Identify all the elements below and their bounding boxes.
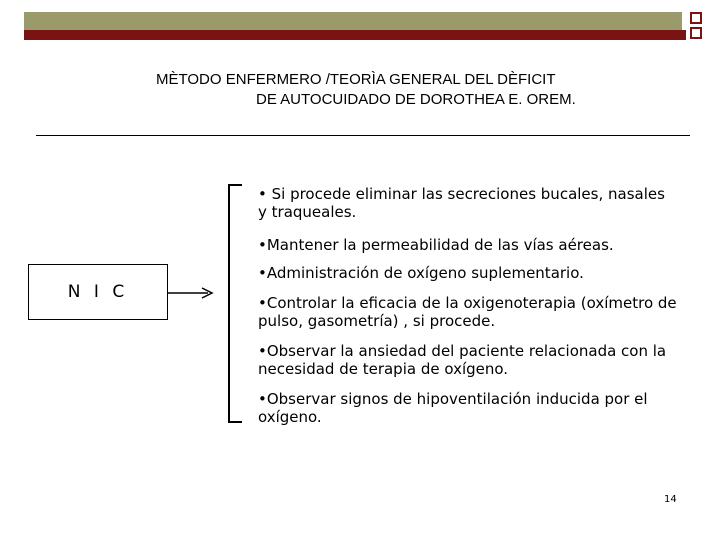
title-line-1: MÈTODO ENFERMERO /TEORÌA GENERAL DEL DÈFICIT bbox=[156, 71, 556, 88]
header-band-red bbox=[24, 30, 686, 40]
list-item: •Observar signos de hipoventilación inducida por el oxígeno. bbox=[258, 390, 648, 426]
page-number: 14 bbox=[664, 494, 677, 505]
interventions-bracket bbox=[228, 184, 242, 423]
nic-box bbox=[28, 264, 168, 320]
list-item: •Observar la ansiedad del paciente relacionada con la necesidad de terapia de oxígeno. bbox=[258, 342, 667, 378]
nic-label: N I C bbox=[67, 282, 129, 302]
title-line-2: DE AUTOCUIDADO DE DOROTHEA E. OREM. bbox=[256, 91, 576, 108]
slide-title bbox=[156, 70, 656, 110]
list-item: •Administración de oxígeno suplementario. bbox=[258, 264, 584, 282]
corner-square-bottom bbox=[690, 27, 702, 39]
list-item: •Mantener la permeabilidad de las vías aéreas. bbox=[258, 236, 614, 254]
header-band bbox=[20, 12, 708, 42]
arrow-right-icon bbox=[168, 286, 214, 300]
title-divider bbox=[36, 135, 690, 136]
corner-square-top bbox=[690, 12, 702, 24]
list-item: •Controlar la eficacia de la oxigenoterapia (oxímetro de pulso, gasometría) , si procede. bbox=[258, 294, 677, 330]
list-item: • Si procede eliminar las secreciones bucales, nasales y traqueales. bbox=[258, 185, 665, 221]
header-band-olive bbox=[24, 12, 682, 30]
